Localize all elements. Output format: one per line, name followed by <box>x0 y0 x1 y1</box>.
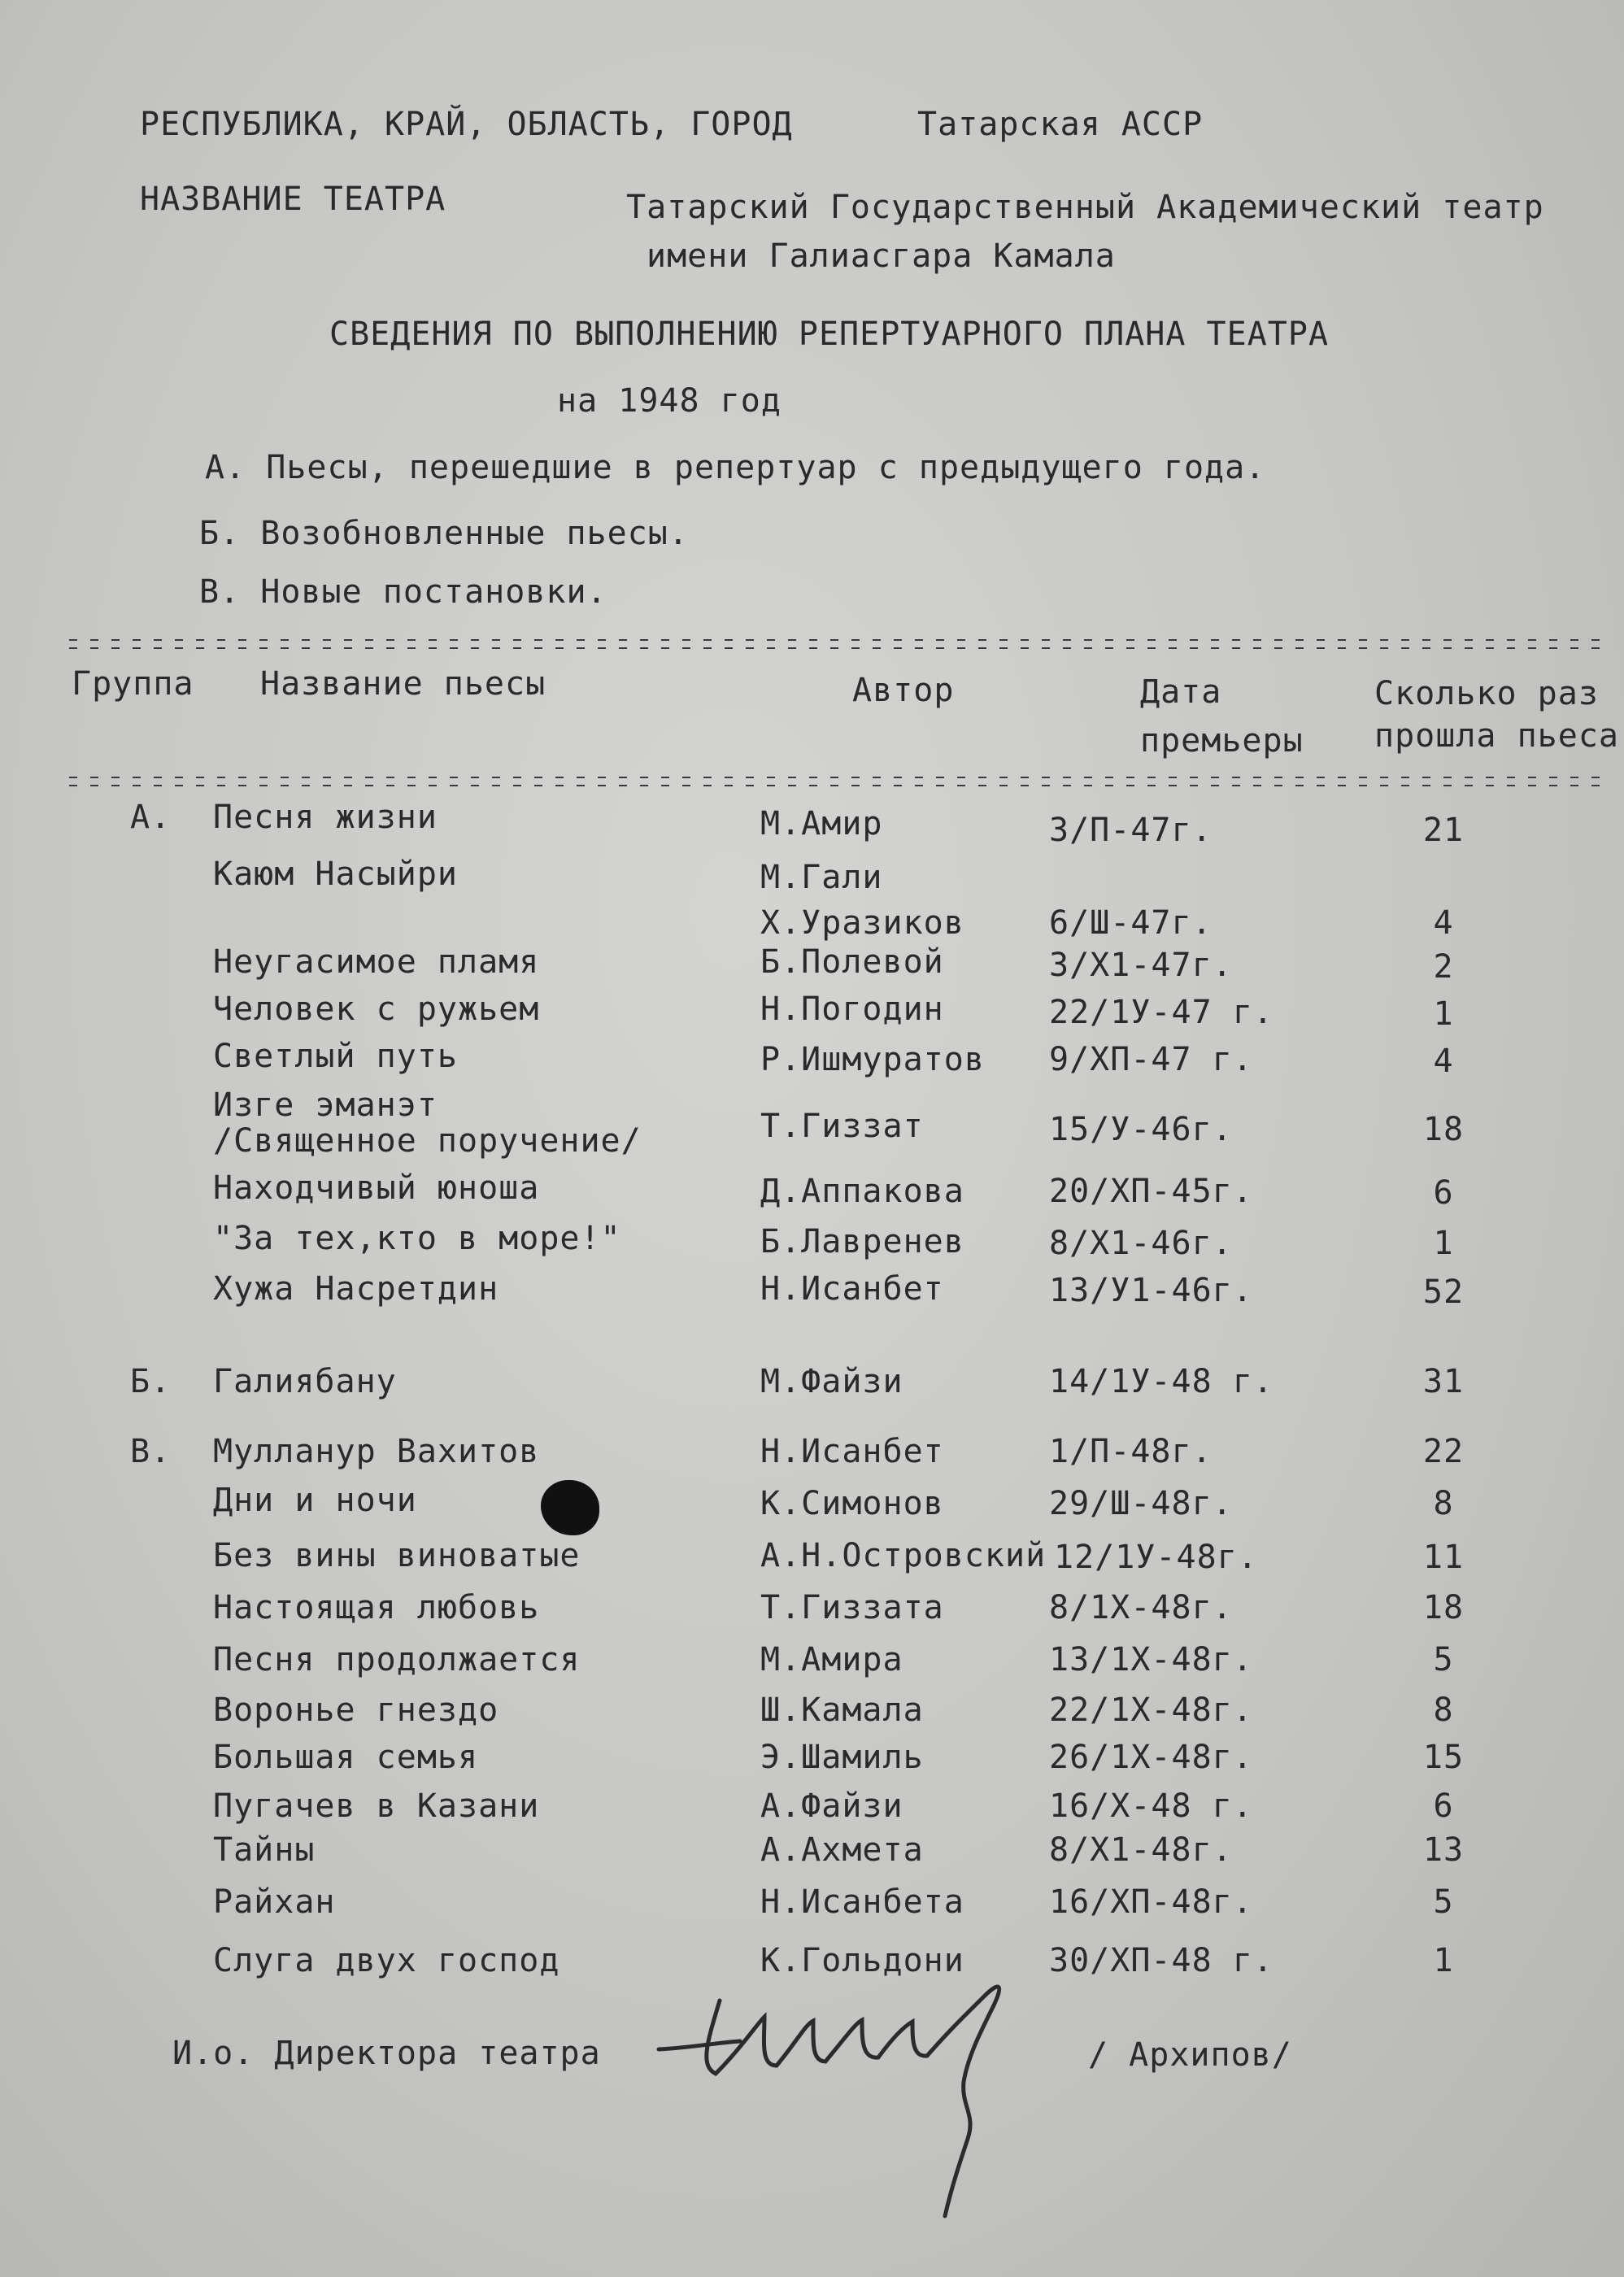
row-date: 9/ХП-47 г. <box>1049 1041 1253 1078</box>
row-author: Т.Гиззата <box>760 1589 944 1626</box>
row-count: 15 <box>1422 1739 1465 1776</box>
column-header-count-line2: прошла пьеса <box>1374 717 1619 755</box>
row-title: Воронье гнездо <box>213 1691 499 1729</box>
row-title: Светлый путь <box>213 1038 458 1075</box>
row-author: Н.Погодин <box>760 990 944 1028</box>
row-title: Неугасимое пламя <box>213 943 540 981</box>
row-count: 8 <box>1433 1485 1454 1522</box>
row-date: 3/Х1-47г. <box>1049 947 1233 984</box>
row-author: Н.Исанбет <box>760 1433 944 1470</box>
column-header-group: Группа <box>72 665 194 703</box>
row-title: Песня жизни <box>213 799 438 836</box>
row-author: А.Файзи <box>760 1787 903 1825</box>
region-label: РЕСПУБЛИКА, КРАЙ, ОБЛАСТЬ, ГОРОД <box>140 106 793 143</box>
column-header-title: Название пьесы <box>260 665 546 703</box>
signature <box>642 1952 1098 2220</box>
column-header-author: Автор <box>852 672 955 709</box>
row-date: 8/Х1-48г. <box>1049 1831 1233 1869</box>
legend-item-a: А. Пьесы, перешедшие в репертуар с предыдущего года. <box>205 449 1266 486</box>
row-date: 13/У1-46г. <box>1049 1272 1253 1309</box>
row-group: А. <box>130 799 172 836</box>
row-author: Э.Шамиль <box>760 1739 924 1776</box>
row-title: Изге эманэт <box>213 1086 438 1124</box>
row-date: 3/П-47г. <box>1049 812 1213 849</box>
row-count: 1 <box>1433 995 1454 1033</box>
row-title: Галиябану <box>213 1363 397 1400</box>
row-title: Без вины виноватые <box>213 1537 581 1574</box>
row-author: Р.Ишмуратов <box>760 1041 985 1078</box>
row-date: 8/Х1-46г. <box>1049 1225 1233 1262</box>
row-author: М.Гали <box>760 859 883 896</box>
row-title: Человек с ружьем <box>213 990 540 1028</box>
row-author: Б.Полевой <box>760 943 944 981</box>
row-count: 18 <box>1422 1589 1465 1626</box>
row-author: Н.Исанбет <box>760 1270 944 1308</box>
row-author: М.Амир <box>760 805 883 842</box>
theatre-label: НАЗВАНИЕ ТЕАТРА <box>140 181 446 218</box>
column-header-date-line2: премьеры <box>1140 722 1304 760</box>
row-date: 16/ХП-48г. <box>1049 1883 1253 1921</box>
row-date: 30/ХП-48 г. <box>1049 1942 1274 1979</box>
column-header-date-line1: Дата <box>1140 673 1222 711</box>
row-count: 6 <box>1433 1787 1454 1825</box>
row-date: 1/П-48г. <box>1049 1433 1213 1470</box>
row-date: 14/1У-48 г. <box>1049 1363 1274 1400</box>
row-author: Ш.Камала <box>760 1691 924 1729</box>
row-group: Б. <box>130 1363 172 1400</box>
row-count: 6 <box>1433 1174 1454 1212</box>
signer-title: И.о. Директора театра <box>172 2035 601 2072</box>
row-author: А.Н.Островский <box>760 1537 1047 1574</box>
row-count: 31 <box>1422 1363 1465 1400</box>
row-count: 52 <box>1422 1273 1465 1311</box>
row-count: 4 <box>1433 904 1454 942</box>
report-year: на 1948 год <box>557 382 782 420</box>
row-count: 1 <box>1433 1942 1454 1979</box>
row-count: 5 <box>1433 1883 1454 1921</box>
row-date: 26/1Х-48г. <box>1049 1739 1253 1776</box>
region-value: Татарская АССР <box>917 106 1204 143</box>
signer-name: / Архипов/ <box>1088 2036 1292 2074</box>
row-author: М.Амира <box>760 1641 903 1678</box>
row-title: Мулланур Вахитов <box>213 1433 540 1470</box>
table-header-rule <box>69 777 1606 786</box>
row-title: "За тех,кто в море!" <box>213 1220 621 1257</box>
row-date: 8/1Х-48г. <box>1049 1589 1233 1626</box>
row-author: М.Файзи <box>760 1363 903 1400</box>
row-date: 16/Х-48 г. <box>1049 1787 1253 1825</box>
row-title: Дни и ночи <box>213 1482 417 1519</box>
row-count: 5 <box>1433 1641 1454 1678</box>
row-count: 21 <box>1422 812 1465 849</box>
row-title: Пугачев в Казани <box>213 1787 540 1825</box>
row-title: Находчивый юноша <box>213 1169 540 1207</box>
row-author: Х.Уразиков <box>760 904 964 942</box>
row-author: К.Симонов <box>760 1485 944 1522</box>
row-author: А.Ахмета <box>760 1831 924 1869</box>
row-date: 12/1У-48г. <box>1054 1539 1258 1576</box>
row-title: /Священное поручение/ <box>213 1122 642 1160</box>
theatre-value-line1: Татарский Государственный Академический театр <box>626 189 1544 226</box>
row-date: 22/1Х-48г. <box>1049 1691 1253 1729</box>
row-title: Каюм Насыйри <box>213 856 458 893</box>
row-group: В. <box>130 1433 172 1470</box>
row-title: Тайны <box>213 1831 316 1869</box>
legend-item-b: Б. Возобновленные пьесы. <box>199 515 689 552</box>
row-author: Д.Аппакова <box>760 1173 964 1210</box>
row-date: 29/Ш-48г. <box>1049 1485 1233 1522</box>
column-header-count-line1: Сколько раз <box>1374 675 1599 712</box>
row-author: Б.Лавренев <box>760 1223 964 1260</box>
ink-blot <box>541 1480 599 1535</box>
row-count: 11 <box>1422 1539 1465 1576</box>
row-count: 1 <box>1433 1225 1454 1262</box>
row-date: 6/Ш-47г. <box>1049 904 1213 942</box>
row-count: 4 <box>1433 1043 1454 1080</box>
row-count: 2 <box>1433 948 1454 986</box>
row-title: Слуга двух господ <box>213 1942 560 1979</box>
row-date: 13/1Х-48г. <box>1049 1641 1253 1678</box>
theatre-value-line2: имени Галиасгара Камала <box>647 237 1116 275</box>
document-title: СВЕДЕНИЯ ПО ВЫПОЛНЕНИЮ РЕПЕРТУАРНОГО ПЛАНА ТЕАТРА <box>329 316 1330 353</box>
row-title: Хужа Насретдин <box>213 1270 499 1308</box>
row-date: 22/1У-47 г. <box>1049 994 1274 1031</box>
row-count: 8 <box>1433 1691 1454 1729</box>
table-top-rule <box>69 639 1606 649</box>
row-date: 15/У-46г. <box>1049 1111 1233 1148</box>
row-author: К.Гольдони <box>760 1942 964 1979</box>
row-count: 13 <box>1422 1831 1465 1869</box>
row-author: Т.Гиззат <box>760 1108 924 1145</box>
row-title: Настоящая любовь <box>213 1589 540 1626</box>
row-title: Райхан <box>213 1883 336 1921</box>
row-author: Н.Исанбета <box>760 1883 964 1921</box>
row-count: 18 <box>1422 1111 1465 1148</box>
row-title: Большая семья <box>213 1739 479 1776</box>
row-title: Песня продолжается <box>213 1641 581 1678</box>
legend-item-v: В. Новые постановки. <box>199 573 607 611</box>
row-count: 22 <box>1422 1433 1465 1470</box>
row-date: 20/ХП-45г. <box>1049 1173 1253 1210</box>
